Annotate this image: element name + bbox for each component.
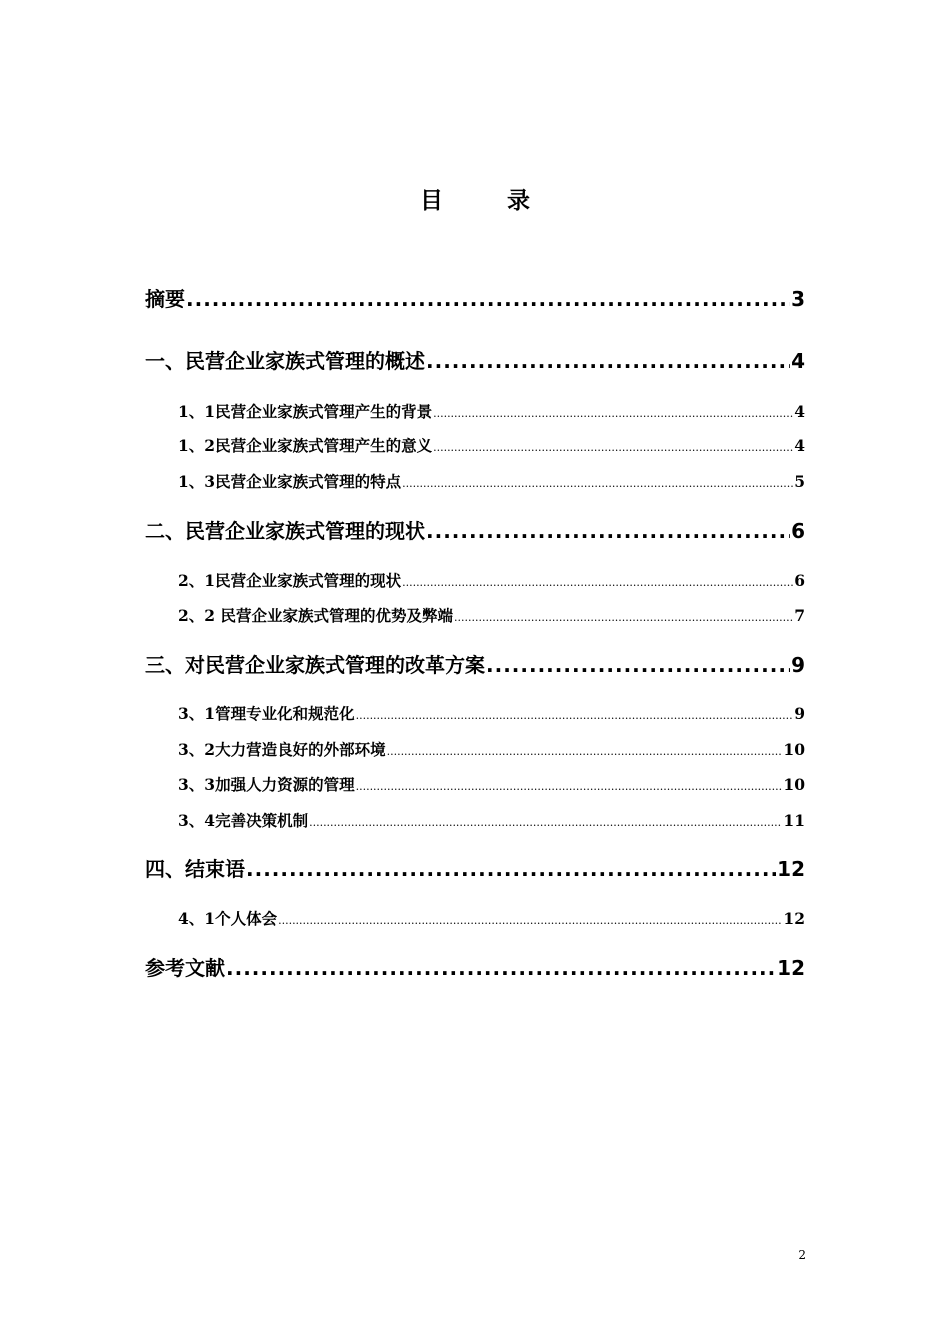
dot-leader bbox=[402, 471, 793, 495]
toc-entry-3-2[interactable] bbox=[178, 739, 805, 761]
toc-entry-label: 二、民营企业家族式管理的现状 bbox=[145, 519, 425, 543]
toc-entry-page: 7 bbox=[794, 606, 805, 625]
dot-leader bbox=[402, 570, 793, 594]
toc-entry-chapter-3[interactable] bbox=[145, 651, 805, 679]
toc-entry-page: 10 bbox=[783, 775, 805, 794]
toc-entry-label: 3、4完善决策机制 bbox=[178, 811, 309, 830]
toc-entry-label: 2、1民营企业家族式管理的现状 bbox=[178, 571, 402, 590]
dot-leader bbox=[426, 347, 790, 375]
toc-entry-label: 3、3加强人力资源的管理 bbox=[178, 775, 355, 794]
toc-entry-page: 10 bbox=[783, 740, 805, 759]
toc-entry-2-1[interactable] bbox=[178, 570, 805, 592]
dot-leader bbox=[486, 651, 790, 679]
toc-entry-page: 12 bbox=[777, 857, 805, 881]
dot-leader bbox=[278, 908, 782, 932]
toc-entry-4-1[interactable] bbox=[178, 908, 805, 930]
toc-entry-label: 1、2民营企业家族式管理产生的意义 bbox=[178, 436, 433, 455]
toc-entry-page: 12 bbox=[783, 909, 805, 928]
page-number: 2 bbox=[798, 1248, 806, 1262]
dot-leader bbox=[454, 605, 793, 629]
toc-entry-page: 4 bbox=[791, 349, 805, 373]
toc-title: 目 录 bbox=[419, 188, 558, 214]
dot-leader bbox=[356, 774, 783, 798]
toc-entry-label: 参考文献 bbox=[145, 956, 225, 980]
toc-entry-1-1[interactable] bbox=[178, 401, 805, 423]
toc-entry-label: 2、2 民营企业家族式管理的优势及弊端 bbox=[178, 606, 453, 625]
toc-entry-page: 3 bbox=[791, 287, 805, 311]
toc-entry-1-2[interactable] bbox=[178, 435, 805, 457]
toc-entry-page: 12 bbox=[777, 956, 805, 980]
toc-entry-3-4[interactable] bbox=[178, 810, 805, 832]
dot-leader bbox=[387, 739, 783, 763]
toc-entry-page: 11 bbox=[783, 811, 805, 830]
toc-entry-label: 3、2大力营造良好的外部环境 bbox=[178, 740, 386, 759]
toc-entry-references[interactable] bbox=[145, 954, 805, 982]
toc-entry-1-3[interactable] bbox=[178, 471, 805, 493]
toc-entry-label: 1、3民营企业家族式管理的特点 bbox=[178, 472, 402, 491]
toc-entry-label: 三、对民营企业家族式管理的改革方案 bbox=[145, 653, 485, 677]
dot-leader bbox=[186, 285, 790, 313]
toc-entry-3-3[interactable] bbox=[178, 774, 805, 796]
toc-entry-chapter-2[interactable] bbox=[145, 517, 805, 545]
dot-leader bbox=[433, 435, 793, 459]
toc-entry-label: 4、1个人体会 bbox=[178, 909, 278, 928]
toc-entry-chapter-4[interactable] bbox=[145, 855, 805, 883]
toc-entry-abstract[interactable] bbox=[145, 285, 805, 313]
dot-leader bbox=[356, 703, 794, 727]
toc-entry-3-1[interactable] bbox=[178, 703, 805, 725]
toc-entry-label: 摘要 bbox=[145, 287, 185, 311]
toc-entry-page: 6 bbox=[794, 571, 805, 590]
toc-entry-label: 四、结束语 bbox=[145, 857, 245, 881]
dot-leader bbox=[426, 517, 790, 545]
toc-entry-page: 9 bbox=[791, 653, 805, 677]
dot-leader bbox=[226, 954, 776, 982]
dot-leader bbox=[433, 401, 793, 425]
toc-entry-page: 4 bbox=[794, 436, 805, 455]
toc-entry-chapter-1[interactable] bbox=[145, 347, 805, 375]
toc-entry-page: 5 bbox=[794, 472, 805, 491]
toc-entry-page: 4 bbox=[794, 402, 805, 421]
toc-entry-page: 9 bbox=[794, 704, 805, 723]
toc-entry-2-2[interactable] bbox=[178, 605, 805, 627]
dot-leader bbox=[246, 855, 776, 883]
toc-entry-page: 6 bbox=[791, 519, 805, 543]
toc-entry-label: 一、民营企业家族式管理的概述 bbox=[145, 349, 425, 373]
toc-entry-label: 1、1民营企业家族式管理产生的背景 bbox=[178, 402, 433, 421]
toc-entry-label: 3、1管理专业化和规范化 bbox=[178, 704, 355, 723]
dot-leader bbox=[309, 810, 782, 834]
